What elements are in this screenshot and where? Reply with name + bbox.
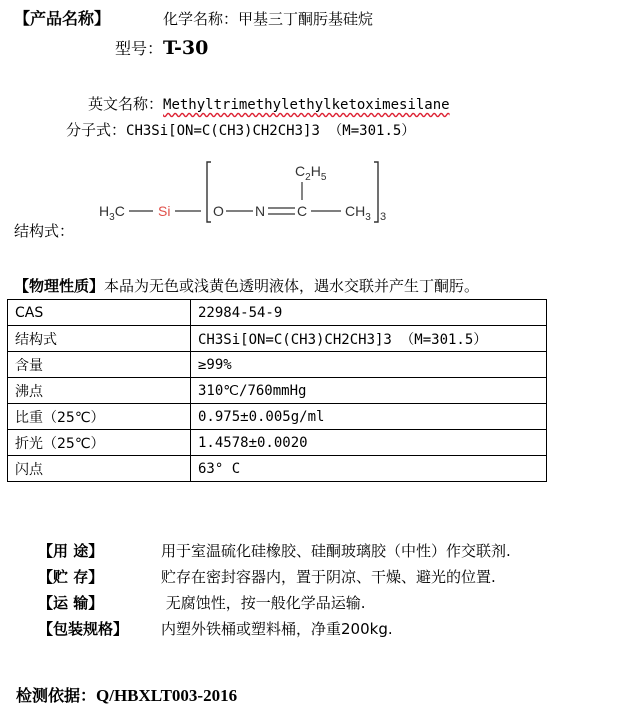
row-value: 63° C xyxy=(191,456,547,482)
structural-formula xyxy=(95,158,395,230)
uses-row-packaging xyxy=(38,618,393,639)
test-standard-label: 检测依据： xyxy=(16,686,97,705)
english-name-value: Methyltrimethylethylketoximesilane xyxy=(163,97,450,113)
row-key: CAS xyxy=(8,300,191,326)
physical-properties-heading: 【物理性质】 xyxy=(14,277,105,295)
row-value: ≥99% xyxy=(191,352,547,378)
row-value: 22984-54-9 xyxy=(191,300,547,326)
row-value: 0.975±0.005g/ml xyxy=(191,404,547,430)
structure-o: O xyxy=(213,203,224,219)
packaging-value: 内塑外铁桶或塑料桶，净重200kg. xyxy=(161,620,393,638)
structure-label: 结构式： xyxy=(14,222,75,240)
model-line xyxy=(115,36,208,59)
test-standard-value: Q/HBXLT003-2016 xyxy=(96,686,238,705)
english-name-label: 英文名称： xyxy=(88,95,164,113)
table-row xyxy=(8,300,547,326)
row-value: 310℃/760mmHg xyxy=(191,378,547,404)
row-key: 折光（25℃） xyxy=(8,430,191,456)
formula-value: CH3Si[ON=C(CH3)CH2CH3]3 （M=301.5） xyxy=(126,123,416,139)
storage-value: 贮存在密封容器内，置于阴凉、干燥、避光的位置. xyxy=(161,568,496,586)
row-key: 比重（25℃） xyxy=(8,404,191,430)
structure-ch3: $CH_3$ xyxy=(345,203,371,223)
row-key: 闪点 xyxy=(8,456,191,482)
uses-row-transport xyxy=(38,592,366,613)
english-name-line xyxy=(88,93,450,114)
row-value: 1.4578±0.0020 xyxy=(191,430,547,456)
table-row xyxy=(8,456,547,482)
structure-c2h5: $C_2H_5$ xyxy=(295,163,327,183)
structure-c: C xyxy=(297,203,308,219)
table-row xyxy=(8,326,547,352)
bracket-left xyxy=(207,162,211,222)
table-row xyxy=(8,430,547,456)
properties-table xyxy=(7,299,547,482)
model-value: T-30 xyxy=(163,37,209,59)
transport-value: 无腐蚀性，按一般化学品运输. xyxy=(161,594,366,612)
usage-label: 【用 途】 xyxy=(38,542,104,560)
physical-properties-line xyxy=(14,275,479,296)
table-row xyxy=(8,378,547,404)
structure-h3c: $H_3C$ xyxy=(99,203,125,223)
formula-label: 分子式： xyxy=(66,121,127,139)
row-key: 结构式 xyxy=(8,326,191,352)
row-value: CH3Si[ON=C(CH3)CH2CH3]3 （M=301.5） xyxy=(191,326,547,352)
physical-properties-description: 本品为无色或浅黄色透明液体，遇水交联并产生丁酮肟。 xyxy=(104,277,480,295)
row-key: 沸点 xyxy=(8,378,191,404)
storage-label: 【贮 存】 xyxy=(38,568,104,586)
structure-n: N xyxy=(255,203,266,219)
packaging-label: 【包装规格】 xyxy=(38,620,129,638)
test-standard-line xyxy=(16,683,237,706)
table-row xyxy=(8,404,547,430)
usage-value: 用于室温硫化硅橡胶、硅酮玻璃胶（中性）作交联剂. xyxy=(161,542,511,560)
formula-line xyxy=(66,119,415,140)
table-row xyxy=(8,352,547,378)
structure-si: Si xyxy=(158,203,171,219)
model-label: 型号： xyxy=(115,39,164,58)
bracket-right xyxy=(374,162,378,222)
structure-subscript: 3 xyxy=(380,211,387,223)
transport-label: 【运 输】 xyxy=(38,594,104,612)
uses-row-usage xyxy=(38,540,511,561)
uses-row-storage xyxy=(38,566,496,587)
chemical-name: 化学名称：甲基三丁酮肟基硅烷 xyxy=(163,10,374,28)
product-name-heading: 【产品名称】 xyxy=(14,9,111,28)
row-key: 含量 xyxy=(8,352,191,378)
